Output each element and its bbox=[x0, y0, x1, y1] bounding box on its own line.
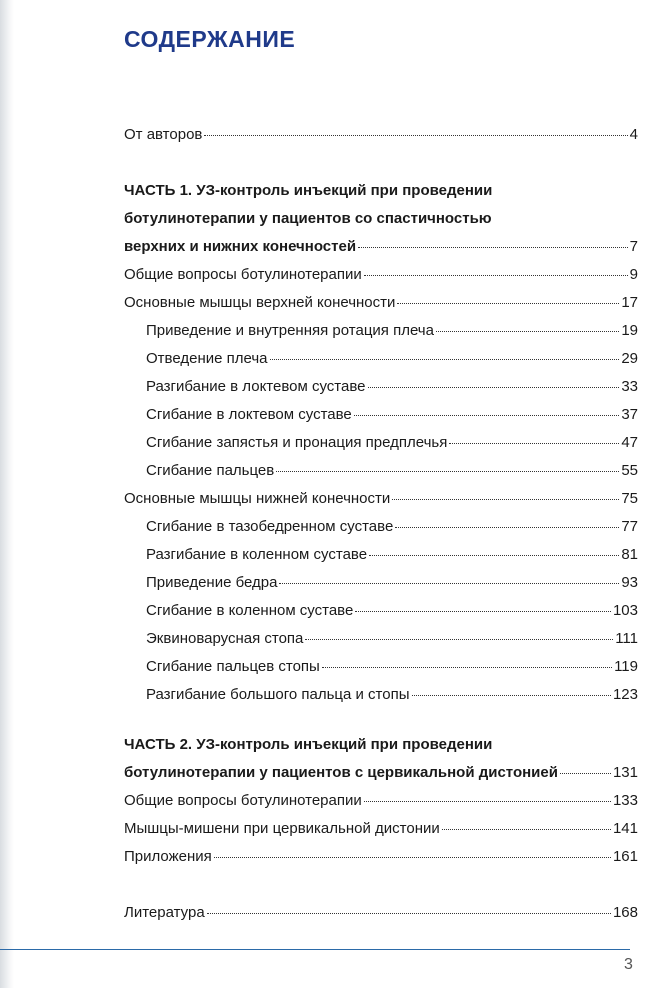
part2-heading-line2: ботулинотерапии у пациентов с цервикальной дистонией bbox=[124, 764, 558, 781]
toc-subentry[interactable] bbox=[146, 570, 638, 596]
toc-entry-page: 123 bbox=[612, 686, 638, 703]
toc-entry-page: 29 bbox=[621, 350, 638, 367]
toc-entry-page: 7 bbox=[629, 238, 638, 255]
toc-entry-label: Сгибание пальцев стопы bbox=[146, 658, 320, 675]
dot-leader bbox=[560, 773, 611, 774]
toc-entry-label: Сгибание пальцев bbox=[146, 462, 275, 479]
toc-entry-part2[interactable] bbox=[124, 760, 638, 786]
toc-entry-label: Эквиноварусная стопа bbox=[146, 630, 304, 647]
page-title: СОДЕРЖАНИЕ bbox=[124, 26, 296, 52]
toc-entry-label: Сгибание в коленном суставе bbox=[146, 602, 354, 619]
toc-entry-page: 75 bbox=[621, 490, 638, 507]
toc-entry-label: Отведение плеча bbox=[146, 350, 268, 367]
toc-entry-page: 33 bbox=[621, 378, 638, 395]
part1-heading-line2[interactable]: ботулинотерапии у пациентов со спастичностью bbox=[124, 210, 492, 227]
toc-entry-label: Общие вопросы ботулинотерапии bbox=[124, 266, 362, 283]
dot-leader bbox=[355, 611, 611, 612]
toc-entry-label: Приведение бедра bbox=[146, 574, 278, 591]
part1-heading-line1[interactable]: ЧАСТЬ 1. УЗ-контроль инъекций при проведении bbox=[124, 182, 493, 199]
toc-entry-page: 77 bbox=[621, 518, 638, 535]
toc-entry-page: 103 bbox=[612, 602, 638, 619]
part1-heading-line3: верхних и нижних конечностей bbox=[124, 238, 357, 255]
toc-entry-label: Сгибание в локтевом суставе bbox=[146, 406, 352, 423]
toc-entry-label: Приложения bbox=[124, 848, 212, 865]
toc-entry-page: 131 bbox=[612, 764, 638, 781]
toc-entry-label: Разгибание большого пальца и стопы bbox=[146, 686, 410, 703]
dot-leader bbox=[207, 913, 611, 914]
dot-leader bbox=[270, 359, 620, 360]
toc-entry-label: Приведение и внутренняя ротация плеча bbox=[146, 322, 434, 339]
dot-leader bbox=[442, 829, 611, 830]
toc-subentry[interactable] bbox=[146, 458, 638, 484]
dot-leader bbox=[305, 639, 613, 640]
dot-leader bbox=[436, 331, 619, 332]
toc-entry-page: 47 bbox=[621, 434, 638, 451]
toc-entry-label: Разгибание в коленном суставе bbox=[146, 546, 368, 563]
toc-entry-page: 133 bbox=[612, 792, 638, 809]
dot-leader bbox=[368, 387, 620, 388]
toc-subentry[interactable] bbox=[146, 430, 638, 456]
toc-entry-label: Литература bbox=[124, 904, 205, 921]
toc-subentry[interactable] bbox=[146, 402, 638, 428]
dot-leader bbox=[279, 583, 619, 584]
dot-leader bbox=[449, 443, 619, 444]
toc-entry[interactable] bbox=[124, 262, 638, 288]
toc-entry-part1[interactable] bbox=[124, 234, 638, 260]
toc-entry-page: 4 bbox=[629, 126, 638, 143]
dot-leader bbox=[369, 555, 619, 556]
toc-entry-intro[interactable] bbox=[124, 122, 638, 148]
toc-entry-page: 168 bbox=[612, 904, 638, 921]
dot-leader bbox=[276, 471, 619, 472]
toc-entry-label: От авторов bbox=[124, 126, 203, 143]
dot-leader bbox=[354, 415, 620, 416]
toc-entry-label: Мышцы-мишени при цервикальной дистонии bbox=[124, 820, 440, 837]
dot-leader bbox=[204, 135, 627, 136]
toc-subentry[interactable] bbox=[146, 318, 638, 344]
dot-leader bbox=[395, 527, 619, 528]
toc-entry-page: 111 bbox=[615, 630, 638, 647]
page-number: 3 bbox=[624, 956, 633, 973]
toc-entry-page: 161 bbox=[612, 848, 638, 865]
toc-subentry[interactable] bbox=[146, 598, 638, 624]
toc-subentry[interactable] bbox=[146, 374, 638, 400]
toc-entry[interactable] bbox=[124, 844, 638, 870]
footer-rule bbox=[0, 949, 630, 950]
toc-subentry[interactable] bbox=[146, 682, 638, 708]
toc-entry-label: Разгибание в локтевом суставе bbox=[146, 378, 366, 395]
toc-entry-page: 19 bbox=[621, 322, 638, 339]
toc-entry[interactable] bbox=[124, 788, 638, 814]
toc-entry[interactable] bbox=[124, 486, 638, 512]
toc-entry-page: 37 bbox=[621, 406, 638, 423]
toc-subentry[interactable] bbox=[146, 346, 638, 372]
toc-subentry[interactable] bbox=[146, 542, 638, 568]
part2-heading-line1[interactable]: ЧАСТЬ 2. УЗ-контроль инъекций при проведении bbox=[124, 736, 493, 753]
toc-entry-page: 93 bbox=[621, 574, 638, 591]
toc-entry[interactable] bbox=[124, 290, 638, 316]
toc-entry-page: 141 bbox=[612, 820, 638, 837]
toc-entry-page: 119 bbox=[614, 658, 638, 675]
toc-subentry[interactable] bbox=[146, 626, 638, 652]
toc-entry-page: 9 bbox=[629, 266, 638, 283]
toc-entry-literature[interactable] bbox=[124, 900, 638, 926]
dot-leader bbox=[397, 303, 619, 304]
dot-leader bbox=[364, 275, 628, 276]
toc-entry-page: 55 bbox=[621, 462, 638, 479]
toc-entry-label: Основные мышцы верхней конечности bbox=[124, 294, 396, 311]
dot-leader bbox=[364, 801, 611, 802]
toc-entry-page: 81 bbox=[621, 546, 638, 563]
toc-entry[interactable] bbox=[124, 816, 638, 842]
page-edge-shadow bbox=[0, 0, 14, 988]
dot-leader bbox=[412, 695, 611, 696]
dot-leader bbox=[392, 499, 619, 500]
toc-entry-page: 17 bbox=[621, 294, 638, 311]
dot-leader bbox=[214, 857, 611, 858]
dot-leader bbox=[322, 667, 612, 668]
toc-entry-label: Сгибание запястья и пронация предплечья bbox=[146, 434, 448, 451]
dot-leader bbox=[358, 247, 628, 248]
toc-subentry[interactable] bbox=[146, 654, 638, 680]
toc-entry-label: Сгибание в тазобедренном суставе bbox=[146, 518, 394, 535]
toc-entry-label: Основные мышцы нижней конечности bbox=[124, 490, 391, 507]
toc-subentry[interactable] bbox=[146, 514, 638, 540]
toc-entry-label: Общие вопросы ботулинотерапии bbox=[124, 792, 362, 809]
